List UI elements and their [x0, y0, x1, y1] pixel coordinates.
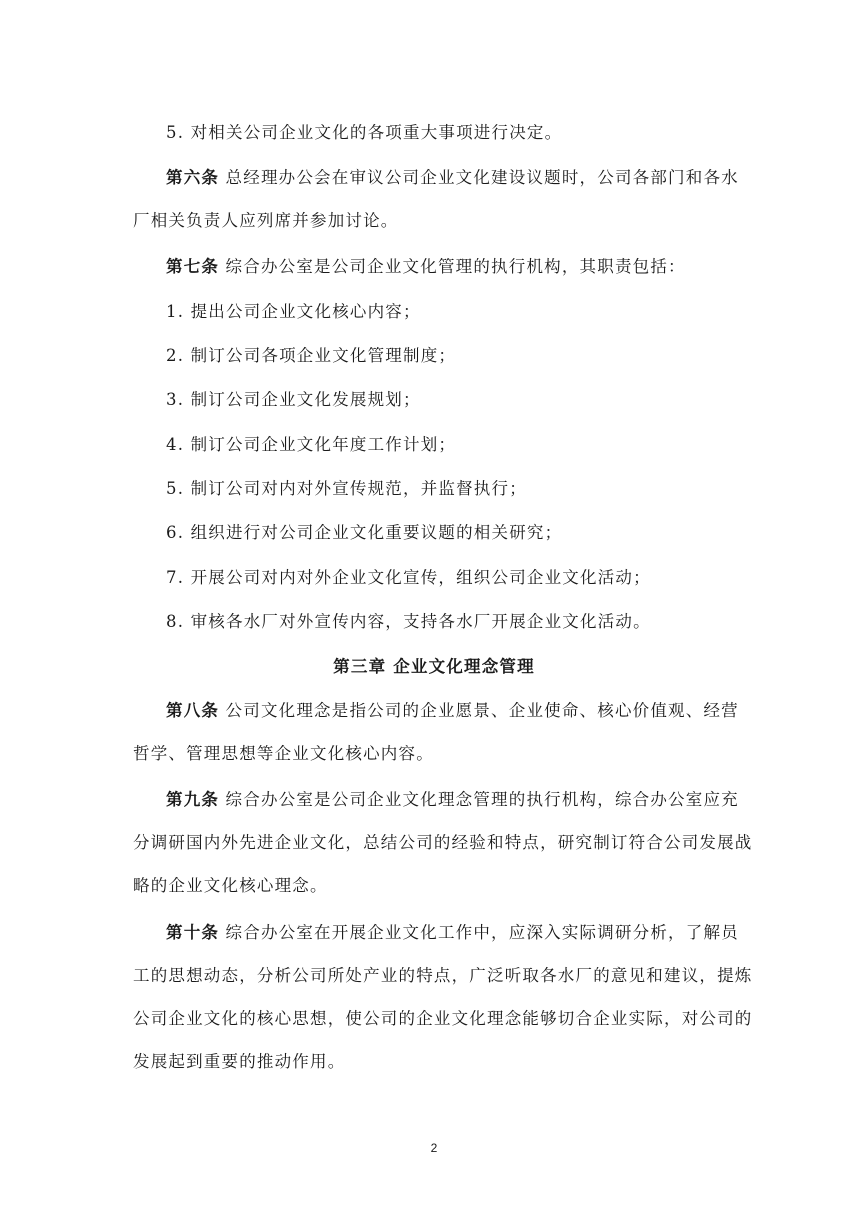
- article-10-line-1: [166, 922, 739, 944]
- article-10-line-2: [133, 965, 753, 987]
- article-8-line-2: [133, 743, 434, 765]
- list-item-decide: [166, 122, 562, 144]
- line-text: 厂相关负责人应列席并参加讨论。: [133, 211, 399, 230]
- line-text: 4. 制订公司企业文化年度工作计划；: [166, 435, 457, 454]
- article-7-line-1: [166, 256, 686, 278]
- article-10-line-3: [133, 1008, 753, 1030]
- article-label: 第九条: [166, 790, 220, 809]
- line-text: 哲学、管理思想等企业文化核心内容。: [133, 744, 434, 763]
- article-6-line-1: [166, 167, 739, 189]
- line-text: 5. 制订公司对内对外宣传规范，并监督执行；: [166, 479, 527, 498]
- article-label: 第十条: [166, 923, 220, 942]
- article-label: 第八条: [166, 701, 220, 720]
- line-text: 总经理办公会在审议公司企业文化建设议题时，公司各部门和各水: [219, 168, 739, 187]
- line-text: 公司企业文化的核心思想，使公司的企业文化理念能够切合企业实际，对公司的: [133, 1009, 753, 1028]
- line-text: 综合办公室是公司企业文化理念管理的执行机构，综合办公室应充: [219, 790, 739, 809]
- article-10-line-4: [133, 1051, 345, 1073]
- line-text: 2. 制订公司各项企业文化管理制度；: [166, 346, 457, 365]
- line-text: 分调研国内外先进企业文化，总结公司的经验和特点，研究制订符合公司发展战: [133, 833, 753, 852]
- article-6-line-2: [133, 210, 399, 232]
- line-text: 发展起到重要的推动作用。: [133, 1052, 346, 1071]
- list-item-1: [166, 301, 421, 323]
- line-text: 公司文化理念是指公司的企业愿景、企业使命、核心价值观、经营: [219, 701, 739, 720]
- line-text: 1. 提出公司企业文化核心内容；: [166, 302, 421, 321]
- line-text: 综合办公室在开展企业文化工作中，应深入实际调研分析，了解员: [219, 923, 739, 942]
- chapter-heading: 第三章 企业文化理念管理: [333, 657, 535, 676]
- article-8-line-1: [166, 700, 739, 722]
- article-label: 第七条: [166, 257, 220, 276]
- line-text: 6. 组织进行对公司企业文化重要议题的相关研究；: [166, 523, 563, 542]
- line-text: 略的企业文化核心理念。: [133, 876, 328, 895]
- list-item-2: [166, 345, 456, 367]
- article-9-line-2: [133, 832, 753, 854]
- article-9-line-1: [166, 789, 739, 811]
- line-text: 5. 对相关公司企业文化的各项重大事项进行决定。: [166, 123, 563, 142]
- list-item-7: [166, 567, 651, 589]
- line-text: 3. 制订公司企业文化发展规划；: [166, 390, 421, 409]
- article-9-line-3: [133, 875, 328, 897]
- list-item-4: [166, 434, 456, 456]
- list-item-5: [166, 478, 527, 500]
- line-text: 7. 开展公司对内对外企业文化宣传，组织公司企业文化活动；: [166, 568, 651, 587]
- line-text: 8. 审核各水厂对外宣传内容，支持各水厂开展企业文化活动。: [166, 612, 651, 631]
- list-item-6: [166, 522, 562, 544]
- article-label: 第六条: [166, 168, 220, 187]
- list-item-8: [166, 611, 651, 633]
- list-item-3: [166, 389, 421, 411]
- line-text: 综合办公室是公司企业文化管理的执行机构，其职责包括：: [219, 257, 686, 276]
- page-number: 2: [430, 1141, 438, 1155]
- line-text: 工的思想动态，分析公司所处产业的特点，广泛听取各水厂的意见和建议，提炼: [133, 966, 753, 985]
